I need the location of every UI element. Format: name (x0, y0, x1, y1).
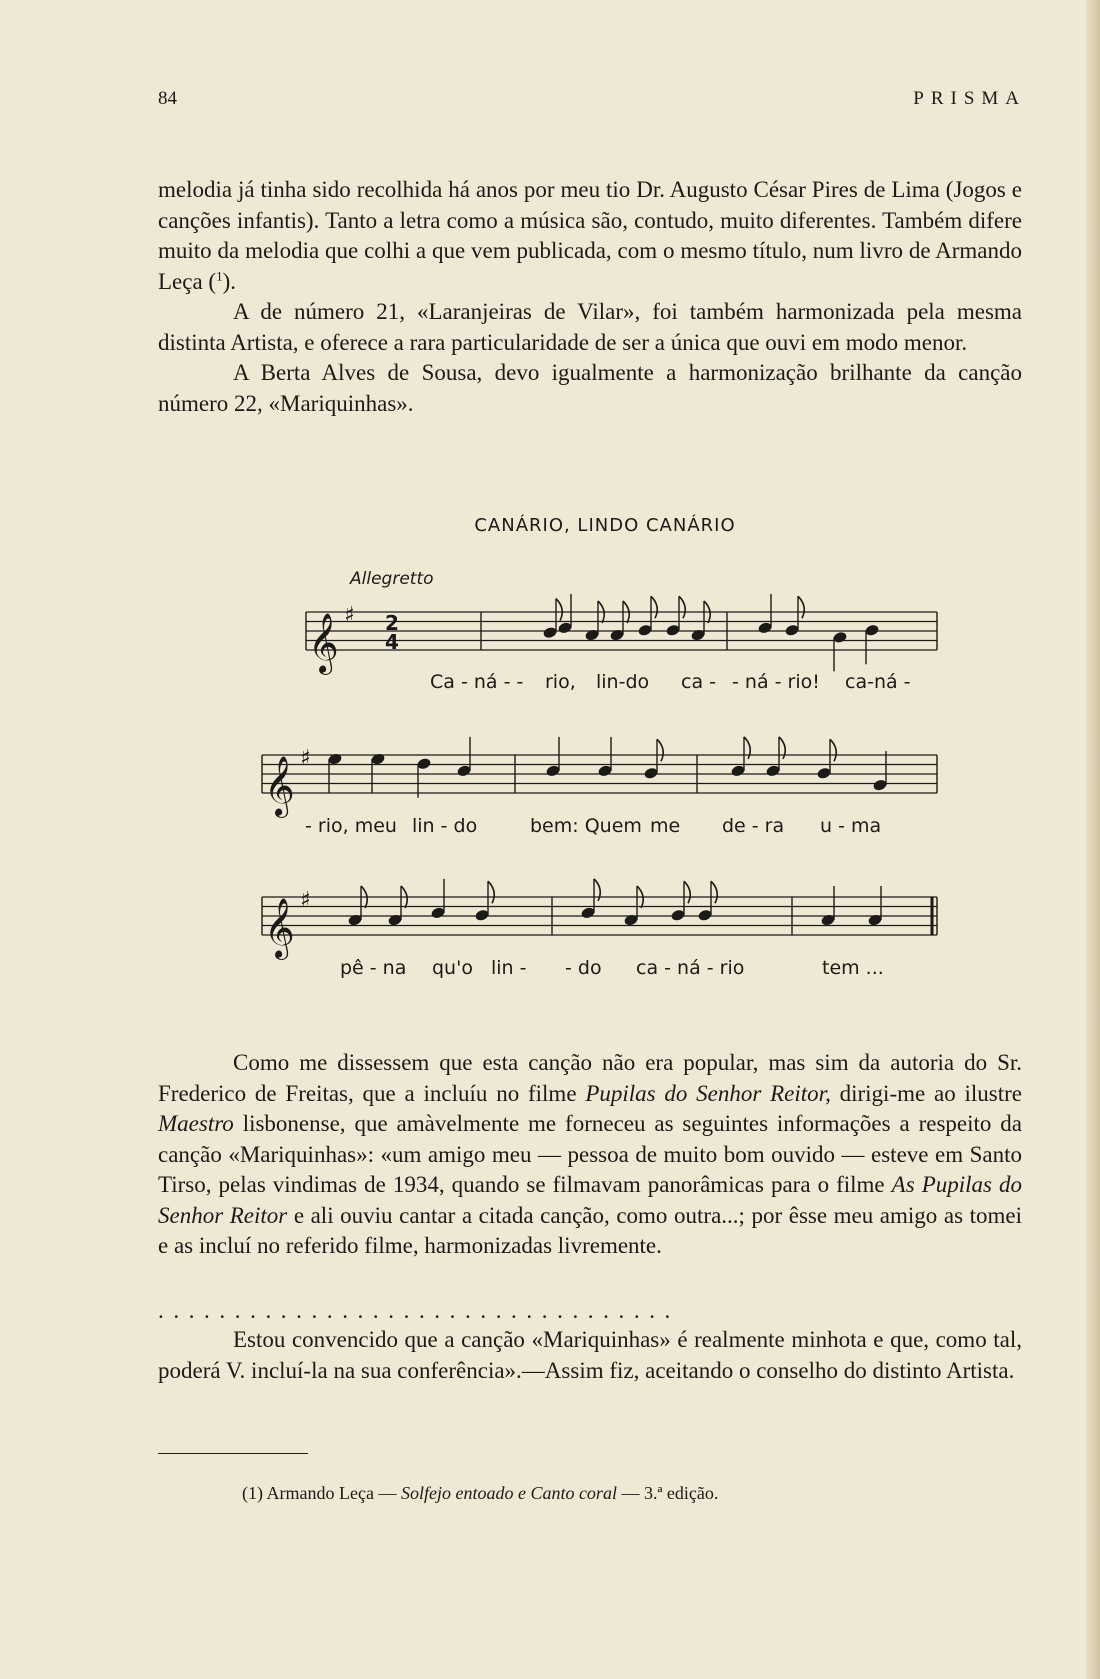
note-head (665, 624, 680, 637)
note-head (867, 913, 882, 926)
note-flag (711, 881, 717, 903)
note-head (474, 909, 489, 922)
note-head (765, 764, 780, 777)
lyric-1-5: - ná - rio! (732, 671, 820, 693)
song-title: CANÁRIO, LINDO CANÁRIO (474, 515, 736, 536)
footnote-work: Solfejo entoado e Canto coral (400, 1483, 617, 1503)
note-flag (684, 881, 690, 903)
page-edge-shadow (1086, 0, 1100, 1679)
lyric-2-2: lin - do (412, 815, 478, 837)
body-text-3 (158, 1325, 1022, 1386)
note-head (416, 757, 431, 770)
note-head (557, 621, 572, 634)
staff-lines (262, 612, 937, 935)
note-flag (744, 737, 750, 759)
time-signature-top: 2 (385, 611, 399, 635)
paragraph-1: melodia já tinha sido recolhida há anos por meu tio Dr. Augusto César Pires de Lima (Jogos e canções infantis). Tanto a letra como a música são, contudo, muito diferentes. Também difere muito da melodia que colhi a que vem publicada, com o mesmo título, num livro de Armando Leça ($^1$). (158, 177, 1022, 294)
note-head (370, 752, 385, 765)
footnote-rule (158, 1453, 308, 1454)
note-head (580, 906, 595, 919)
key-signature: ♯ (344, 603, 355, 628)
note-head (864, 624, 879, 637)
paragraph-5: Estou convencido que a canção «Mariquinhas» é realmente minhota e que, como tal, poderá V. incluí-la na sua conferência».—Assim fiz, aceitando o conselho do distinto Artista. (158, 1327, 1022, 1383)
lyric-3-4: - do (565, 957, 602, 979)
note-flag (704, 601, 710, 623)
lyric-1-1: Ca - ná - - (430, 671, 524, 693)
footnote-ref[interactable]: 1 (216, 267, 223, 283)
lyric-1-2: rio, (545, 671, 576, 693)
footnote-edition: — 3.ª edição. (621, 1483, 719, 1503)
note-head (872, 778, 887, 791)
note-head (730, 764, 745, 777)
key-signature: ♯ (300, 746, 311, 771)
note-flag (361, 886, 367, 908)
lyric-3-3: lin - (491, 957, 527, 979)
note-flag (598, 601, 604, 623)
treble-clef: 𝄞 (264, 756, 295, 816)
note-head (697, 909, 712, 922)
note-head (597, 764, 612, 777)
journal-title: PRISMA (913, 88, 1026, 109)
key-signature: ♯ (300, 888, 311, 913)
note-head (327, 752, 342, 765)
note-head (670, 909, 685, 922)
running-header (158, 88, 1026, 118)
footnote-marker: (1) (242, 1483, 263, 1503)
note-head (542, 626, 557, 639)
note-flag (556, 599, 562, 621)
note-flag (651, 596, 657, 618)
note-head (623, 913, 638, 926)
note-head (816, 767, 831, 780)
note-head (347, 913, 362, 926)
time-signature-bottom: 4 (385, 630, 399, 654)
note-head (820, 913, 835, 926)
intro-text (158, 175, 1022, 419)
lyric-1-3: lin-do (596, 671, 650, 693)
lyric-3-2: qu'o (432, 957, 473, 979)
lyric-2-5: de - ra (722, 815, 785, 837)
paragraph-2: A de número 21, «Laranjeiras de Vilar», foi também harmonizada pela mesma distinta Artista, e oferece a rara particularidade de ser a única que ouvi em modo menor. (158, 299, 1022, 355)
ellipsis-row: .................................. (158, 1298, 680, 1323)
note-head (784, 624, 799, 637)
page-number: 84 (158, 88, 177, 109)
note-head (690, 628, 705, 641)
note-flag (488, 881, 494, 903)
note-flag (830, 739, 836, 761)
clefs (264, 603, 399, 960)
note-flag (657, 739, 663, 761)
note-head (387, 913, 402, 926)
note-head (609, 628, 624, 641)
lyric-3-1: pê - na (340, 957, 407, 979)
lyric-2-4: me (650, 815, 681, 837)
paragraph-4: Como me dissessem que esta canção não era popular, mas sim da autoria do Sr. Frederico de Freitas, que a incluíu no filme Pupilas do Senhor Reitor, dirigi-me ao ilustre Maestro lisbonense, que amàvelmente me forneceu as seguintes informações a respeito da canção «Mariquinhas»: «um amigo meu — pessoa de muito bom ouvido — esteve em Santo Tirso, pelas vindimas de 1934, quando se filmavam panorâmicas para o filme As Pupilas do Senhor Reitor e ali ouviu cantar a citada canção, como outra...; por êsse meu amigo as tomei e as incluí no referido filme, harmonizadas livremente. (158, 1050, 1022, 1258)
footnote (242, 1483, 718, 1504)
lyric-3-6: tem ... (822, 957, 884, 979)
tempo-marking: Allegretto (350, 569, 434, 589)
note-head (430, 906, 445, 919)
note-head (757, 621, 772, 634)
note-flag (779, 737, 785, 759)
music-notes (327, 594, 887, 927)
note-flag (798, 596, 804, 618)
note-head (456, 764, 471, 777)
note-flag (623, 601, 629, 623)
note-flag (679, 596, 685, 618)
note-head (584, 628, 599, 641)
lyric-2-6: u - ma (820, 815, 882, 837)
note-head (832, 631, 847, 644)
treble-clef: 𝄞 (264, 898, 295, 958)
lyric-3-5: ca - ná - rio (636, 957, 745, 979)
note-flag (637, 886, 643, 908)
note-head (643, 767, 658, 780)
lyric-1-4: ca - (681, 671, 716, 693)
note-head (545, 764, 560, 777)
note-head (637, 624, 652, 637)
lyric-2-1: - rio, meu (305, 815, 397, 837)
lyric-2-3: bem: Quem (530, 815, 642, 837)
treble-clef: 𝄞 (308, 613, 339, 673)
body-text-2 (158, 1048, 1022, 1262)
lyric-1-6: ca-ná - (845, 671, 911, 693)
footnote-author: Armando Leça — (266, 1483, 397, 1503)
note-flag (401, 886, 407, 908)
paragraph-3: A Berta Alves de Sousa, devo igualmente a harmonização brilhante da canção número 22, «Mariquinhas». (158, 360, 1022, 416)
note-flag (594, 879, 600, 901)
